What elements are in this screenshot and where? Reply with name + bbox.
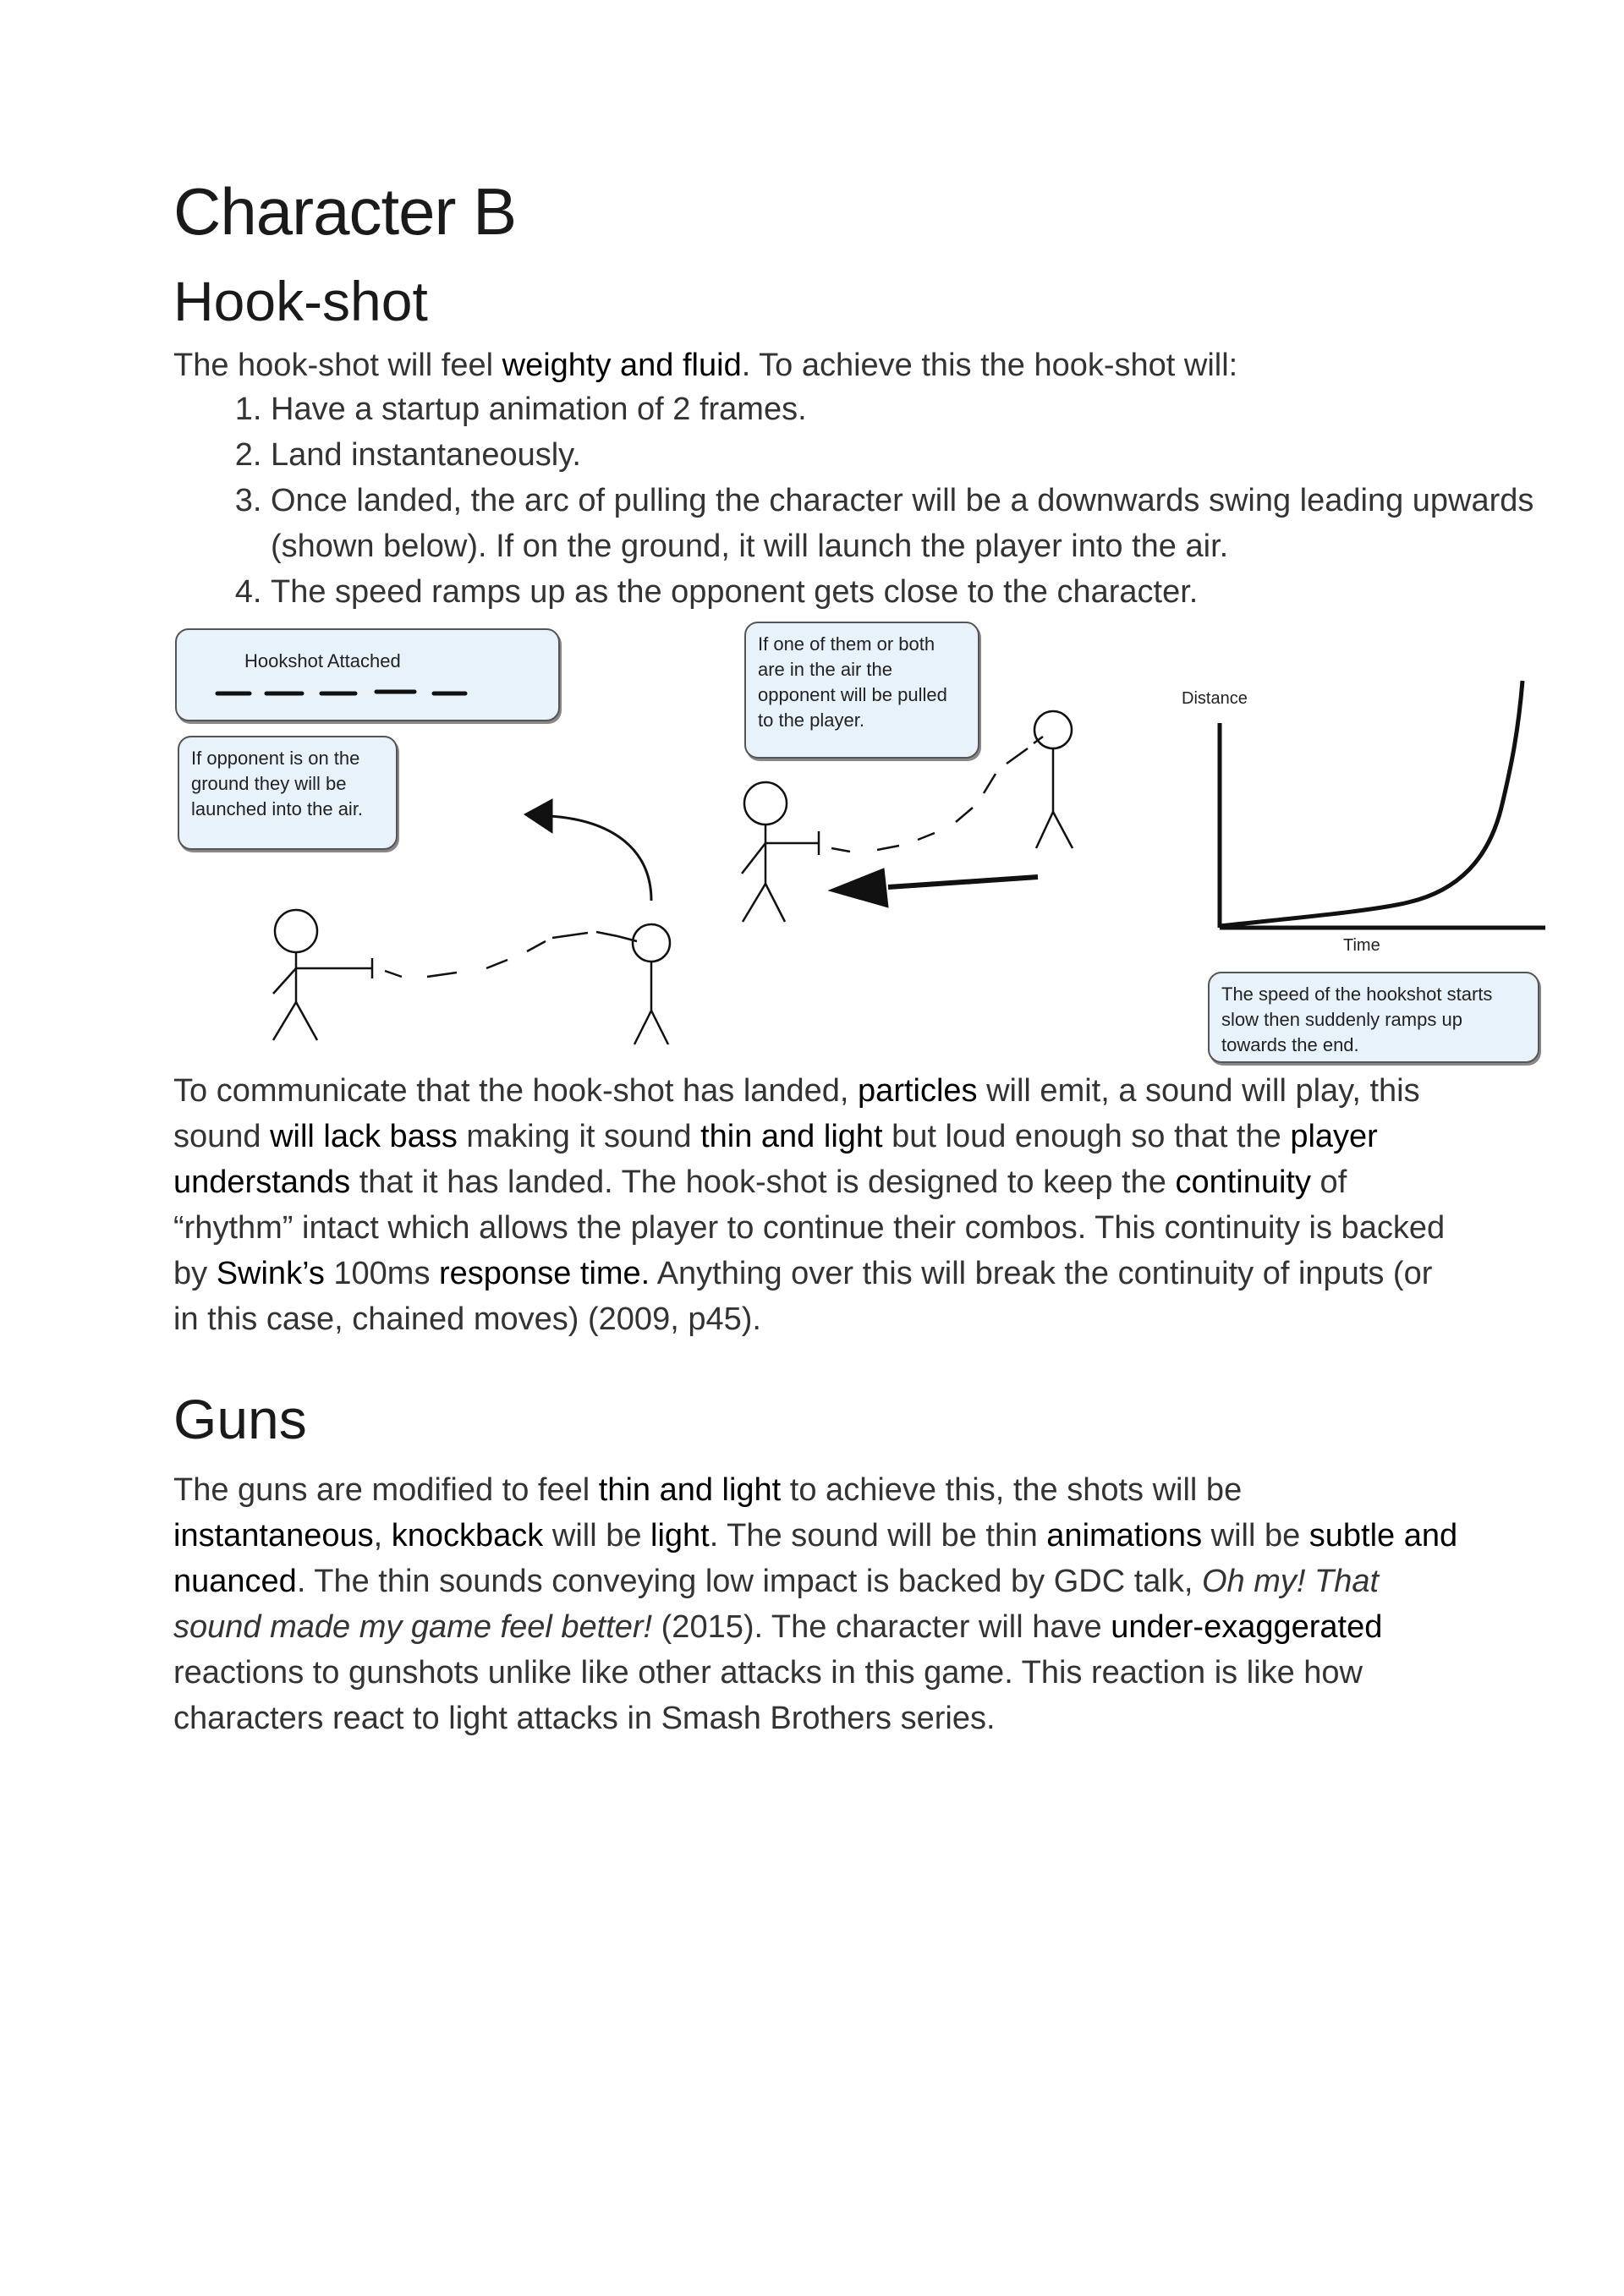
hookshot-dashes (217, 692, 465, 693)
speed-graph (1220, 681, 1545, 928)
text-run: Oh my! That sound made my game feel better! (173, 1564, 1380, 1645)
text-run: will be (543, 1518, 651, 1553)
text-run: will emit, a sound will play, this sound (173, 1073, 1420, 1154)
bubble-ground-launch: If opponent is on the ground they will be launched into the air. (178, 736, 398, 850)
text-run: 100ms (324, 1256, 439, 1291)
text-run: . The thin sounds conveying low impact is backed by GDC talk, (296, 1564, 1202, 1599)
emphasis-text: player understands (173, 1119, 1378, 1200)
emphasis-text: light (650, 1518, 710, 1553)
text-run: . To achieve this the hook-shot will: (741, 348, 1238, 383)
emphasis-text: instantaneous (173, 1518, 374, 1553)
hookshot-body-paragraph (173, 1068, 1459, 1342)
player-stick-figure-middle (742, 782, 819, 922)
hook-line-middle (831, 737, 1043, 852)
section-heading-guns: Guns (173, 1388, 307, 1450)
page-title: Character B (173, 174, 517, 249)
hookshot-steps-list (173, 386, 1548, 615)
pull-arrow (829, 869, 1038, 907)
text-run: The guns are modified to feel (173, 1472, 599, 1508)
text-run: that it has landed. The hook-shot is designed to keep the (350, 1164, 1176, 1200)
opponent-stick-figure-middle (1034, 711, 1073, 848)
guns-body-paragraph (173, 1467, 1459, 1741)
text-run: but loud enough so that the (882, 1119, 1291, 1154)
hookshot-diagram (173, 622, 1556, 1070)
text-run: . The sound will be thin (709, 1518, 1047, 1553)
emphasis-text: particles (858, 1073, 978, 1109)
emphasis-text: thin and light (598, 1472, 782, 1508)
emphasis-text: animations (1046, 1518, 1203, 1553)
player-stick-figure-left (273, 910, 372, 1040)
graph-x-label: Time (1343, 936, 1380, 955)
text-run: of “rhythm” intact which allows the player to continue their combos. This continuity is backed by (173, 1164, 1446, 1291)
emphasis-text: knockback (391, 1518, 544, 1553)
graph-y-label: Distance (1182, 689, 1248, 708)
emphasis-text: subtle and nuanced (173, 1518, 1458, 1599)
text-run: The hook-shot will feel (173, 348, 502, 383)
launch-arrow (524, 799, 651, 901)
text-run: making it sound (457, 1119, 701, 1154)
list-item: 2. Land instantaneously. (271, 432, 1548, 478)
text-run: (2015). The character will have (652, 1609, 1111, 1645)
list-item: 1. Have a startup animation of 2 frames. (271, 386, 1548, 432)
opponent-stick-figure-left (617, 924, 670, 1044)
text-run: reactions to gunshots unlike like other attacks in this game. This reaction is like how characters react to light attacks in Smash Brothers series. (173, 1655, 1363, 1736)
text-run: to achieve this, the shots will be (781, 1472, 1243, 1508)
list-item: 3. Once landed, the arc of pulling the character will be a downwards swing leading upwards (shown below). If on the ground, it will launch the player into the air. (271, 478, 1548, 569)
bubble-air-pull: If one of them or both are in the air the opponent will be pulled to the player. (744, 622, 979, 759)
hook-line-left (385, 932, 617, 977)
text-run: To communicate that the hook-shot has landed, (173, 1073, 859, 1109)
emphasis-text: continuity (1175, 1164, 1311, 1200)
emphasis-text: Swink’s (216, 1256, 325, 1291)
emphasis-text: thin and light (700, 1119, 883, 1154)
emphasis-text: weighty and fluid (502, 348, 742, 383)
text-run: will be (1202, 1518, 1309, 1553)
emphasis-text: response time. (439, 1256, 650, 1291)
text-run: , (373, 1518, 392, 1553)
emphasis-text: under-exaggerated (1111, 1609, 1383, 1645)
hookshot-intro (173, 342, 1459, 388)
text-run: Anything over this will break the continuity of inputs (or in this case, chained moves) (2009, p45). (173, 1256, 1433, 1337)
bubble-hookshot-attached-label: Hookshot Attached (244, 650, 401, 671)
bubble-speed-ramp: The speed of the hookshot starts slow then suddenly ramps up towards the end. (1208, 972, 1539, 1063)
diagram-drawing (173, 622, 1556, 1070)
list-item: 4. The speed ramps up as the opponent gets close to the character. (271, 569, 1548, 615)
emphasis-text: will lack bass (270, 1119, 458, 1154)
section-heading-hookshot: Hook-shot (173, 270, 428, 332)
